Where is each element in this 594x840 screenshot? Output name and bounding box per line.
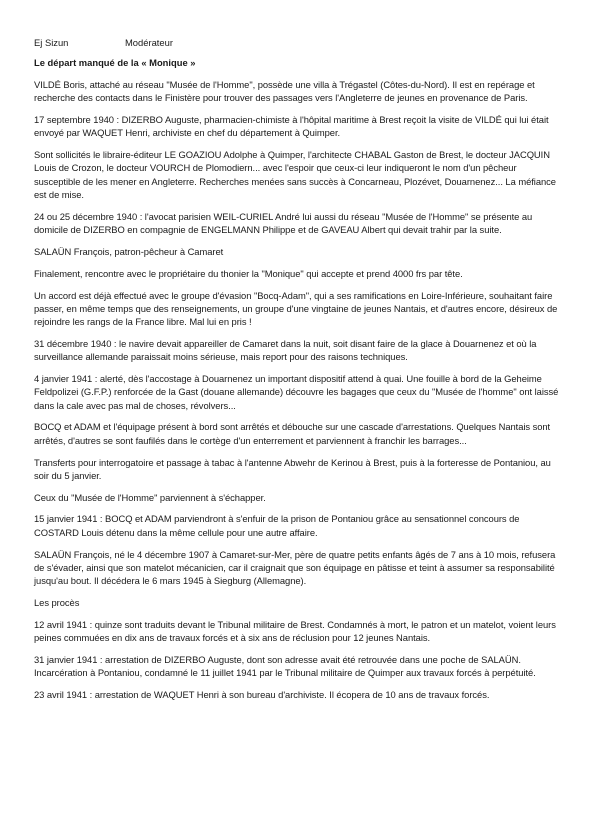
paragraph: 31 décembre 1940 : le navire devait appareiller de Camaret dans la nuit, soit disant faire de la glace à Douarnenez et où la surveillance allemande paraissait moins sérieuse, mais report pour des raisons techniques.	[34, 337, 537, 363]
paragraph: Ceux du "Musée de l'Homme" parviennent à s'échapper.	[34, 491, 266, 503]
document-page	[34, 36, 564, 710]
author-name[interactable]: Ej Sizun	[34, 37, 69, 48]
paragraph: 31 janvier 1941 : arrestation de DIZERBO Auguste, dont son adresse avait été retrouvée dans une poche de SALAÜN. Incarcération à Pontaniou, condamné le 11 juillet 1941 par le Tribunal militaire de Quimper aux travaux forcés à perpétuité.	[34, 653, 536, 679]
paragraph: 17 septembre 1940 : DIZERBO Auguste, pharmacien-chimiste à l'hôpital maritime à Brest reçoit la visite de VILDÉ qui lui était envoyé par WAQUET Henri, archiviste en chef du département à Quimper.	[34, 114, 549, 139]
paragraph: Un accord est déjà effectué avec le groupe d'évasion "Bocq-Adam", qui a ses ramifications en Loire-Inférieure, souhaitant faire passer, en même temps que des renseignements, un groupe d'une vingtaine de jeunes Nantais, et d'autres encore, désireux de rejoindre les rangs de la France libre. Mal lui en pris !	[34, 289, 558, 328]
paragraph: 23 avril 1941 : arrestation de WAQUET Henri à son bureau d'archiviste. Il écopera de 10 ans de travaux forcés.	[34, 688, 490, 700]
author-role: Modérateur	[125, 37, 173, 48]
post-header	[34, 36, 564, 49]
paragraph: 24 ou 25 décembre 1940 : l'avocat parisien WEIL-CURIEL André lui aussi du réseau "Musée de l'Homme" se présente au domicile de DIZERBO en compagnie de ENGELMANN Philippe et de GAVEAU Albert qui devait trahir par la suite.	[34, 210, 533, 236]
paragraph: Transferts pour interrogatoire et passage à tabac à l'antenne Abwehr de Kerinou à Brest, puis à la forteresse de Pontaniou, au soir du 5 janvier.	[34, 456, 551, 481]
paragraph: VILDÉ Boris, attaché au réseau "Musée de l'Homme", possède une villa à Trégastel (Côtes-du-Nord). Il est en repérage et recherche des contacts dans le Finistère pour trouver des passages vers l'Angleterre de jeunes en provenance de Paris.	[34, 79, 535, 104]
section-heading: Les procès	[34, 596, 80, 608]
paragraph: 12 avril 1941 : quinze sont traduits devant le Tribunal militaire de Brest. Condamnés à mort, le patron et un matelot, voient leurs peines commuées en dix ans de travaux forcés et à six ans de réclusion pour 12 jeunes Nantais.	[34, 618, 556, 643]
paragraph: BOCQ et ADAM et l'équipage présent à bord sont arrêtés et débouche sur une cascade d'arrestations. Quelques Nantais sont arrêtés, d'autres se sont faufilés dans le cortège d'un enterrement et parviennent à franchir les barrages...	[34, 421, 551, 446]
paragraph: SALAÜN François, patron-pêcheur à Camaret	[34, 245, 224, 257]
document-title: Le départ manqué de la « Monique »	[34, 57, 196, 68]
paragraph: Sont sollicités le libraire-éditeur LE GOAZIOU Adolphe à Quimper, l'architecte CHABAL Gaston de Brest, le docteur JACQUIN Louis de Crozon, le docteur VOURCH de Plomodiern... avec l'espoir que ceux-ci leur indiqueront le nom d'un pêcheur susceptible de les mener en Angleterre. Recherches menées sans succès à Concarneau, Plozévet, Douarnenez... La méfiance est de mise.	[34, 149, 556, 201]
paragraph: Finalement, rencontre avec le propriétaire du thonier la "Monique" qui accepte et prend 4000 frs par tête.	[34, 267, 463, 279]
paragraph: SALAÜN François, né le 4 décembre 1907 à Camaret-sur-Mer, père de quatre petits enfants âgés de 7 ans à 10 mois, refusera de s'évader, ainsi que son matelot mécanicien, car il craignait que son équipage en pâtisse et teint à assumer sa responsabilité jusqu'au bout. Il décédera le 6 mars 1945 à Siegburg (Allemagne).	[34, 548, 556, 587]
paragraph: 15 janvier 1941 : BOCQ et ADAM parviendront à s'enfuir de la prison de Pontaniou grâce au sensationnel concours de COSTARD Louis détenu dans la même cellule pour une autre affaire.	[34, 513, 520, 538]
paragraph: 4 janvier 1941 : alerté, dès l'accostage à Douarnenez un important dispositif attend à quai. Une fouille à bord de la Geheime Feldpolizei (G.F.P.) renforcée de la Gast (douane allemande) découvre les bagages que ceux du "Musée de l'homme" ont laissé dans la cale avec pas mal de choses, révolvers...	[34, 373, 559, 411]
